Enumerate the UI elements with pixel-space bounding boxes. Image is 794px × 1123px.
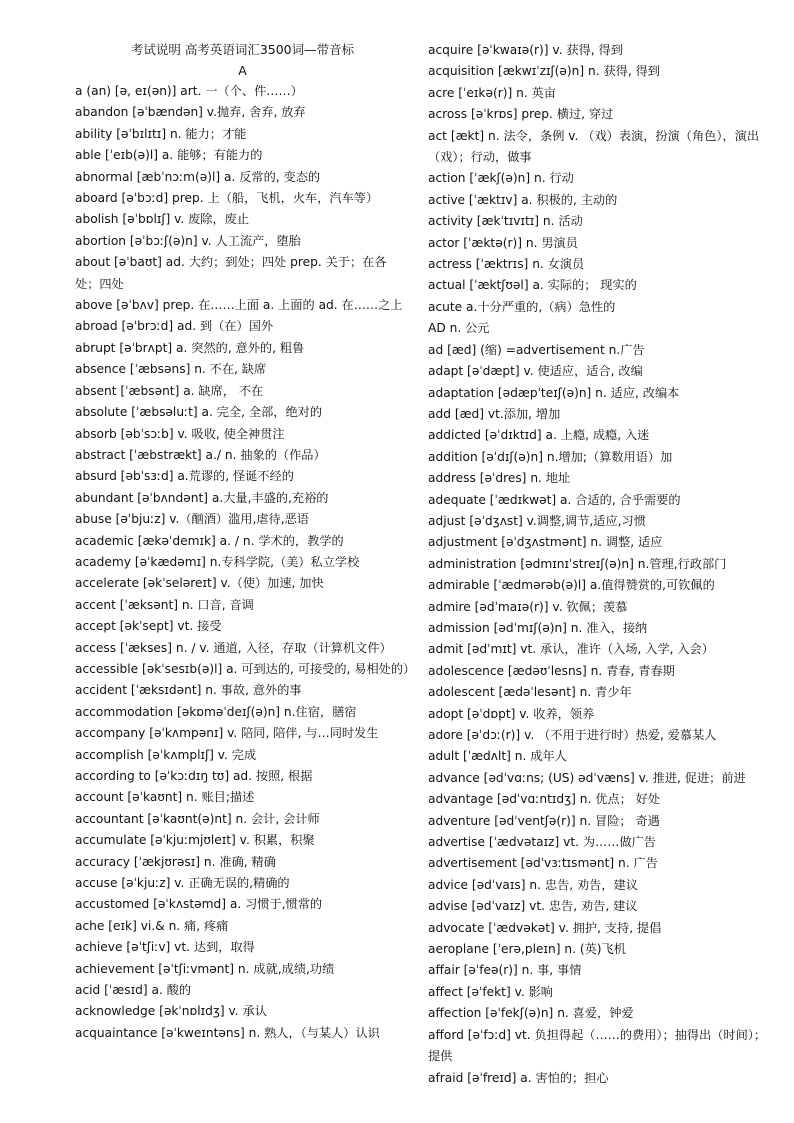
vocab-entry: acquisition [ækwɪˈzɪʃ(ə)n] n. 获得, 得到 <box>428 64 660 79</box>
vocab-entry: adapt [əˈdæpt] v. 使适应，适合, 改编 <box>428 364 643 379</box>
vocab-entry: advance [ədˈvɑːns; (US) ədˈvæns] v. 推进, 促进；前进 <box>428 770 746 785</box>
vocab-entry: advertisement [ədˈvɜːtɪsmənt] n. 广告 <box>428 856 658 871</box>
vocab-entry: admit [ədˈmɪt] vt. 承认，准许（入场, 入学, 入会） <box>428 642 714 657</box>
vocab-entry: accelerate [əkˈseləreɪt] v.（使）加速, 加快 <box>75 576 324 591</box>
vocab-entry: above [əˈbʌv] prep. 在……上面 a. 上面的 ad. 在……之上 <box>75 298 403 313</box>
vocab-entry: acid [ˈæsɪd] a. 酸的 <box>75 983 192 998</box>
vocab-entry: acquire [əˈkwaɪə(r)] v. 获得, 得到 <box>428 43 623 57</box>
vocab-entry: according to [əˈkɔːdɪŋ tʊ] ad. 按照, 根据 <box>75 769 313 783</box>
vocab-entry: acute a.十分严重的,（病）急性的 <box>428 299 616 314</box>
vocab-entry: academy [əˈkædəmɪ] n.专科学院,（美）私立学校 <box>75 554 360 569</box>
vocab-entry: activity [ækˈtɪvɪtɪ] n. 活动 <box>428 214 583 229</box>
vocab-entry: abrupt [əˈbrʌpt] a. 突然的, 意外的, 粗鲁 <box>75 340 305 355</box>
vocab-entry: acre [ˈeɪkə(r)] n. 英亩 <box>428 85 556 100</box>
vocab-entry: adaptation [ədæpˈteɪʃ(ə)n] n. 适应, 改编本 <box>428 385 680 400</box>
section-letter: A <box>238 63 247 78</box>
vocab-entry: abortion [əˈbɔːʃ(ə)n] v. 人工流产，堕胎 <box>75 233 301 248</box>
vocab-entry: add [æd] vt.添加, 增加 <box>428 406 561 421</box>
vocab-entry: admirable [ˈædmərəb(ə)l] a.值得赞赏的,可钦佩的 <box>428 578 715 593</box>
vocab-entry: affect [əˈfekt] v. 影响 <box>428 984 553 999</box>
vocab-entry: adventure [ədˈventʃə(r)] n. 冒险； 奇遇 <box>428 813 660 828</box>
vocab-entry: adolescence [ædəʊˈlesns] n. 青春, 青春期 <box>428 663 675 678</box>
vocab-entry: admire [ədˈmaɪə(r)] v. 钦佩；羡慕 <box>428 599 628 614</box>
vocab-entry: abuse [əˈbjuːz] v.（酗酒）滥用,虐待,恶语 <box>75 512 309 527</box>
vocab-entry: adore [əˈdɔː(r)] v. （不用于进行时）热爱, 爱慕某人 <box>428 728 717 742</box>
vocab-entry: aboard [əˈbɔːd] prep. 上（船，飞机，火车，汽车等） <box>75 191 379 206</box>
vocab-entry: accuracy [ˈækjʊrəsɪ] n. 准确, 精确 <box>75 854 276 869</box>
document-title: 考试说明 高考英语词汇3500词—带音标 <box>130 42 355 57</box>
vocab-entry: adjust [əˈdʒʌst] v.调整,调节,适应,习惯 <box>428 513 646 528</box>
vocab-entry: actor [ˈæktə(r)] n. 男演员 <box>428 235 578 250</box>
vocab-entry: about [əˈbaʊt] ad. 大约；到处；四处 prep. 关于；在各处；四处 <box>75 255 387 291</box>
vocab-entry: adolescent [ædəˈlesənt] n. 青少年 <box>428 685 632 700</box>
vocab-entry: accumulate [əˈkjuːmjʊleɪt] v. 积累，积聚 <box>75 833 315 848</box>
vocab-entry: acknowledge [əkˈnɒlɪdʒ] v. 承认 <box>75 1004 267 1019</box>
vocab-entry: administration [ədmɪnɪˈstreɪʃ(ə)n] n.管理,行政部门 <box>428 556 727 571</box>
vocab-entry: absence [ˈæbsəns] n. 不在, 缺席 <box>75 362 267 377</box>
vocab-entry: accommodation [əkɒməˈdeɪʃ(ə)n] n.住宿，膳宿 <box>75 704 357 719</box>
vocab-entry: act [ækt] n. 法令，条例 v. （戏）表演，扮演（角色），演出（戏）；行动，做事 <box>428 128 760 165</box>
vocab-entry: affection [əˈfekʃ(ə)n] n. 喜爱，钟爱 <box>428 1006 634 1021</box>
vocab-entry: adopt [əˈdɒpt] v. 收养，领养 <box>428 706 595 721</box>
vocab-entry: absorb [əbˈsɔːb] v. 吸收, 使全神贯注 <box>75 426 285 441</box>
vocab-entry: abstract [ˈæbstrækt] a./ n. 抽象的（作品） <box>75 447 326 462</box>
vocab-entry: access [ˈækses] n. / v. 通道, 入径，存取（计算机文件） <box>75 640 392 655</box>
vocab-entry: academic [ækəˈdemɪk] a. / n. 学术的，教学的 <box>75 533 344 548</box>
vocab-entry: advice [ədˈvaɪs] n. 忠告, 劝告，建议 <box>428 877 638 892</box>
vocab-entry: abandon [əˈbændən] v.抛弃, 舍弃, 放弃 <box>75 105 306 120</box>
vocab-entry: abundant [əˈbʌndənt] a.大量,丰盛的,充裕的 <box>75 490 329 505</box>
vocab-entry: able [ˈeɪb(ə)l] a. 能够；有能力的 <box>75 148 263 163</box>
left-entry-list <box>75 81 416 1044</box>
vocab-entry: afraid [əˈfreɪd] a. 害怕的；担心 <box>428 1070 609 1085</box>
vocab-entry: accuse [əˈkjuːz] v. 正确无误的,精确的 <box>75 876 290 891</box>
right-column <box>428 40 773 1089</box>
vocab-entry: advise [ədˈvaɪz] vt. 忠告, 劝告, 建议 <box>428 899 638 914</box>
vocab-entry: accompany [əˈkʌmpənɪ] v. 陪同, 陪伴, 与…同时发生 <box>75 726 379 741</box>
vocab-entry: abolish [əˈbɒlɪʃ] v. 废除，废止 <box>75 212 250 227</box>
vocab-entry: actress [ˈæktrɪs] n. 女演员 <box>428 257 585 272</box>
vocab-entry: accent [ˈæksənt] n. 口音, 音调 <box>75 597 254 612</box>
right-entry-list <box>428 40 773 1089</box>
vocab-entry: adequate [ˈædɪkwət] a. 合适的, 合乎需要的 <box>428 492 681 507</box>
vocab-entry: addicted [əˈdɪktɪd] a. 上瘾, 成瘾, 入迷 <box>428 428 650 443</box>
vocab-entry: adult [ˈædʌlt] n. 成年人 <box>428 749 567 764</box>
vocab-entry: achieve [əˈtʃiːv] vt. 达到，取得 <box>75 940 255 955</box>
vocab-entry: afford [əˈfɔːd] vt. 负担得起（……的费用）；抽得出（时间）；提供 <box>428 1027 767 1064</box>
vocab-entry: advocate [ˈædvəkət] v. 拥护, 支持, 提倡 <box>428 920 662 935</box>
vocab-entry: across [əˈkrɒs] prep. 横过, 穿过 <box>428 107 614 122</box>
vocab-entry: advertise [ˈædvətaɪz] vt. 为……做广告 <box>428 835 656 850</box>
vocab-entry: action [ˈækʃ(ə)n] n. 行动 <box>428 171 574 186</box>
vocab-entry: absolute [ˈæbsəluːt] a. 完全, 全部，绝对的 <box>75 405 323 420</box>
vocab-entry: account [əˈkaʊnt] n. 账目;描述 <box>75 790 255 805</box>
vocab-entry: ad [æd] (缩) =advertisement n.广告 <box>428 342 645 357</box>
vocab-entry: addition [əˈdɪʃ(ə)n] n.增加;（算数用语）加 <box>428 449 673 464</box>
vocab-entry: absent [ˈæbsənt] a. 缺席， 不在 <box>75 383 264 398</box>
vocab-entry: a (an) [ə, eɪ(ən)] art. 一（个、件……） <box>75 84 303 98</box>
vocab-entry: abnormal [æbˈnɔːm(ə)l] a. 反常的, 变态的 <box>75 169 321 184</box>
vocab-entry: accustomed [əˈkʌstəmd] a. 习惯于,惯常的 <box>75 897 323 912</box>
vocab-entry: accept [əkˈsept] vt. 接受 <box>75 619 222 634</box>
left-column <box>75 40 416 1044</box>
vocab-entry: accident [ˈæksɪdənt] n. 事故, 意外的事 <box>75 683 302 698</box>
vocab-entry: ache [eɪk] vi.& n. 痛, 疼痛 <box>75 918 229 933</box>
vocab-entry: active [ˈæktɪv] a. 积极的, 主动的 <box>428 192 618 207</box>
vocab-entry: affair [əˈfeə(r)] n. 事, 事情 <box>428 963 582 978</box>
vocab-entry: advantage [ədˈvɑːntɪdʒ] n. 优点； 好处 <box>428 792 661 807</box>
vocab-entry: adjustment [əˈdʒʌstmənt] n. 调整, 适应 <box>428 535 663 550</box>
vocab-entry: ability [əˈbɪlɪtɪ] n. 能力；才能 <box>75 126 247 141</box>
vocab-entry: absurd [əbˈsɜːd] a.荒谬的, 怪诞不经的 <box>75 469 294 484</box>
vocab-entry: address [əˈdres] n. 地址 <box>428 471 571 486</box>
vocab-entry: actual [ˈæktʃʊəl] a. 实际的； 现实的 <box>428 278 637 293</box>
vocab-entry: accountant [əˈkaʊnt(ə)nt] n. 会计, 会计师 <box>75 811 320 826</box>
vocab-entry: aeroplane [ˈerə,pleɪn] n. (英)飞机 <box>428 942 626 957</box>
vocab-entry: admission [ədˈmɪʃ(ə)n] n. 准入，接纳 <box>428 620 648 635</box>
vocab-entry: acquaintance [əˈkweɪntəns] n. 熟人，（与某人）认识 <box>75 1025 380 1040</box>
vocab-entry: abroad [əˈbrɔːd] ad. 到（在）国外 <box>75 319 274 334</box>
vocab-entry: accomplish [əˈkʌmplɪʃ] v. 完成 <box>75 747 257 762</box>
vocab-entry: AD n. 公元 <box>428 321 490 336</box>
vocab-entry: accessible [əkˈsesɪb(ə)l] a. 可到达的, 可接受的, 易相处的） <box>75 661 416 676</box>
vocab-entry: achievement [əˈtʃiːvmənt] n. 成就,成绩,功绩 <box>75 961 335 976</box>
